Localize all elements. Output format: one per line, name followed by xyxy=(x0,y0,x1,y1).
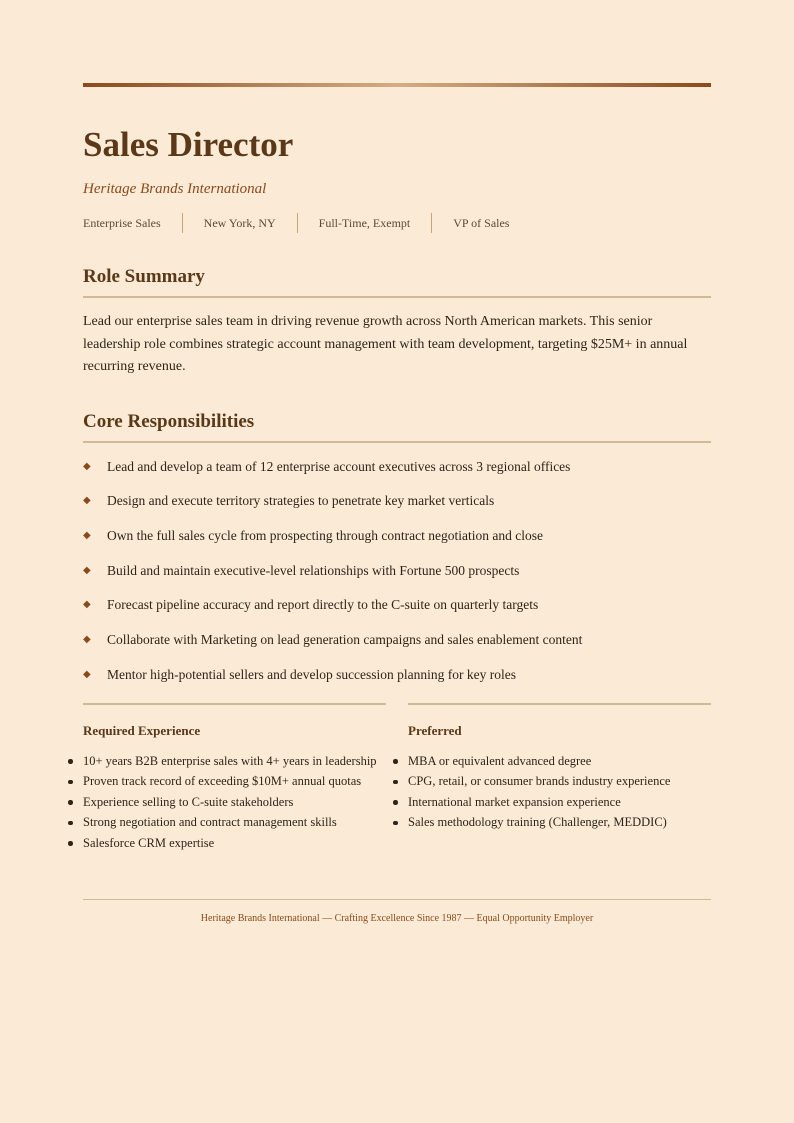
responsibilities-list xyxy=(83,457,711,685)
bullet-dot-icon xyxy=(68,821,73,826)
responsibility-item xyxy=(83,561,711,581)
required-item xyxy=(83,771,386,792)
qualifications xyxy=(83,703,711,854)
responsibility-text: Mentor high-potential sellers and develop succession planning for key roles xyxy=(107,666,517,682)
preferred-item xyxy=(408,751,711,772)
bullet-dot-icon xyxy=(68,800,73,805)
job-title: Sales Director xyxy=(83,125,294,164)
company-name: Heritage Brands International xyxy=(83,181,267,197)
required-item-text: Strong negotiation and contract management skills xyxy=(83,815,337,830)
responsibilities-heading: Core Responsibilities xyxy=(83,410,711,443)
bullet-dot-icon xyxy=(393,780,398,785)
required-item xyxy=(83,792,386,813)
preferred-item-text: CPG, retail, or consumer brands industry experience xyxy=(408,774,671,789)
role-summary-text: Lead our enterprise sales team in driving revenue growth across North American markets. This senior leadership role combines strategic account management with team development, targeting $25M+ in annual recurring revenue. xyxy=(83,314,688,374)
required-item-text: 10+ years B2B enterprise sales with 4+ years in leadership xyxy=(83,753,377,768)
required-experience-list xyxy=(83,751,386,854)
responsibility-item xyxy=(83,491,711,511)
responsibility-item xyxy=(83,457,711,477)
meta-employment-type: Full-Time, Exempt xyxy=(297,213,432,233)
responsibility-item xyxy=(83,665,711,685)
responsibility-text: Design and execute territory strategies to penetrate key market verticals xyxy=(107,493,495,509)
bullet-dot-icon xyxy=(68,841,73,846)
preferred-item xyxy=(408,771,711,792)
preferred-item-text: Sales methodology training (Challenger, MEDDIC) xyxy=(408,815,667,830)
diamond-bullet-icon: ◆ xyxy=(83,495,91,507)
preferred-item-text: International market expansion experience xyxy=(408,794,621,809)
diamond-bullet-icon: ◆ xyxy=(83,529,91,541)
required-experience-column xyxy=(83,703,386,854)
diamond-bullet-icon: ◆ xyxy=(83,460,91,472)
bullet-dot-icon xyxy=(393,821,398,826)
meta-location: New York, NY xyxy=(182,213,297,233)
responsibility-item xyxy=(83,595,711,615)
role-summary-heading: Role Summary xyxy=(83,265,711,298)
preferred-item-text: MBA or equivalent advanced degree xyxy=(408,753,592,768)
diamond-bullet-icon: ◆ xyxy=(83,564,91,576)
top-divider xyxy=(83,83,711,87)
responsibility-item xyxy=(83,630,711,650)
meta-department: Enterprise Sales xyxy=(83,216,161,230)
required-item-text: Salesforce CRM expertise xyxy=(83,835,215,850)
responsibility-text: Build and maintain executive-level relationships with Fortune 500 prospects xyxy=(107,562,520,578)
preferred-item xyxy=(408,792,711,813)
diamond-bullet-icon: ◆ xyxy=(83,668,91,680)
bullet-dot-icon xyxy=(68,780,73,785)
diamond-bullet-icon: ◆ xyxy=(83,633,91,645)
preferred-item xyxy=(408,812,711,833)
responsibility-text: Own the full sales cycle from prospecting through contract negotiation and close xyxy=(107,527,543,543)
responsibility-text: Forecast pipeline accuracy and report directly to the C-suite on quarterly targets xyxy=(107,597,539,613)
page-footer: Heritage Brands International — Crafting Excellence Since 1987 — Equal Opportunity Employer xyxy=(83,899,711,926)
preferred-column xyxy=(408,703,711,854)
responsibility-item xyxy=(83,526,711,546)
required-item xyxy=(83,751,386,772)
responsibility-text: Lead and develop a team of 12 enterprise account executives across 3 regional offices xyxy=(107,458,571,474)
responsibility-text: Collaborate with Marketing on lead generation campaigns and sales enablement content xyxy=(107,631,583,647)
bullet-dot-icon xyxy=(68,759,73,764)
required-item xyxy=(83,833,386,854)
preferred-list xyxy=(408,751,711,833)
job-meta xyxy=(83,213,711,233)
required-experience-heading: Required Experience xyxy=(83,722,201,738)
preferred-heading: Preferred xyxy=(408,722,462,738)
required-item-text: Proven track record of exceeding $10M+ annual quotas xyxy=(83,774,362,789)
diamond-bullet-icon: ◆ xyxy=(83,599,91,611)
required-item xyxy=(83,812,386,833)
job-posting xyxy=(83,83,711,924)
required-item-text: Experience selling to C-suite stakeholders xyxy=(83,794,294,809)
bullet-dot-icon xyxy=(393,759,398,764)
bullet-dot-icon xyxy=(393,800,398,805)
meta-reports-to: VP of Sales xyxy=(431,213,530,233)
